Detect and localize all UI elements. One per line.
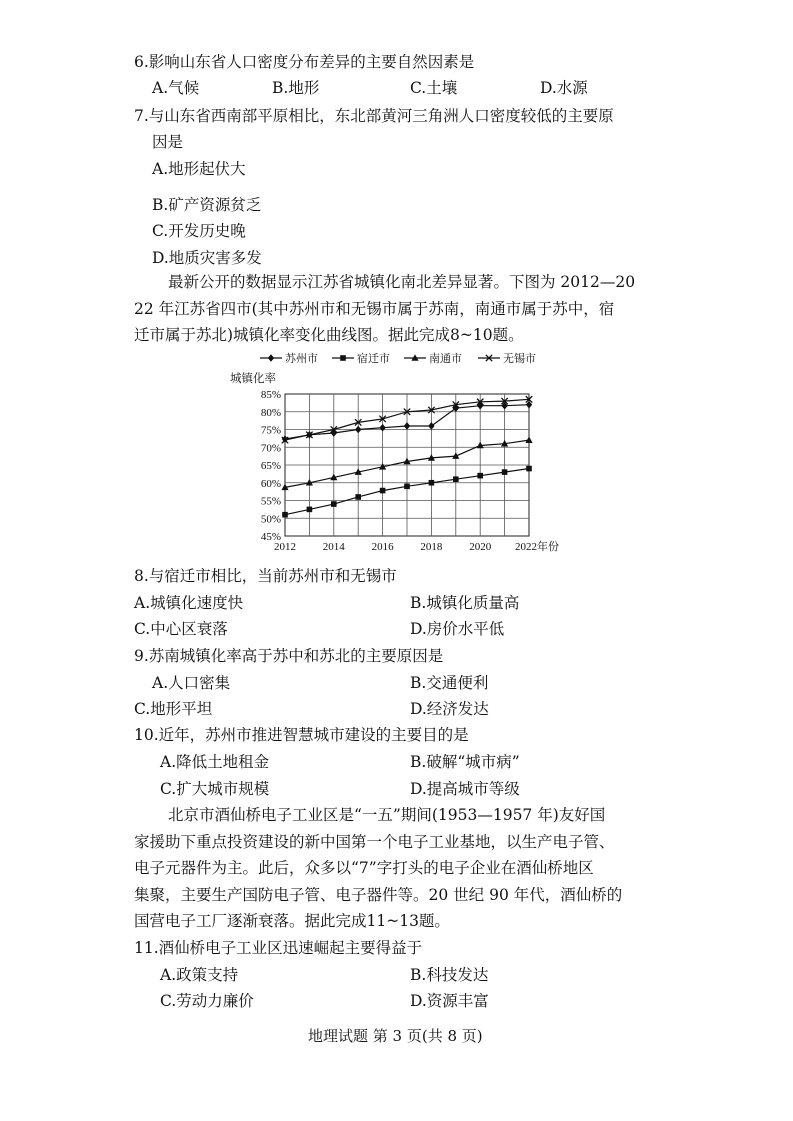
x-tick-label: 2016 (371, 541, 394, 553)
x-tick-label: 2022年份 (515, 541, 559, 553)
series-2-point (282, 512, 288, 518)
q9-option-c: C.地形平坦 (134, 700, 213, 718)
y-tick-label: 80% (260, 406, 281, 419)
y-tick-label: 60% (260, 477, 281, 490)
q11-stem: 11.酒仙桥电子工业区迅速崛起主要得益于 (134, 939, 423, 957)
series-1-point (477, 402, 483, 410)
q8-option-c: C.中心区衰落 (134, 620, 228, 638)
legend-marker (268, 354, 274, 362)
series-1-point (428, 422, 434, 430)
series-2-point (331, 501, 337, 507)
q7-stem-line1: 7.与山东省西南部平原相比，东北部黄河三角洲人口密度较低的主要原 (134, 107, 614, 125)
q11-option-d: D.资源丰富 (410, 992, 489, 1010)
q7-option-c: C.开发历史晚 (152, 222, 246, 240)
q10-stem: 10.近年，苏州市推进智慧城市建设的主要目的是 (134, 726, 469, 744)
x-tick-label: 2020 (469, 541, 492, 553)
q7-option-d: D.地质灾害多发 (152, 249, 262, 267)
q10-option-c: C.扩大城市规模 (160, 780, 270, 798)
q6-stem: 6.影响山东省人口密度分布差异的主要自然因素是 (134, 53, 475, 71)
passage2-line3: 电子元器件为主。此后，众多以“7”字打头的电子企业在酒仙桥地区 (134, 859, 594, 877)
q9-option-b: B.交通便利 (410, 674, 489, 692)
q7-option-a: A.地形起伏大 (152, 160, 246, 178)
legend-label: 南通市 (429, 353, 462, 365)
passage2-line2: 家援助下重点投资建设的新中国第一个电子工业基地，以生产电子管、 (134, 833, 615, 851)
passage1-line1: 最新公开的数据显示江苏省城镇化南北差异显著。下图为 2012—20 (168, 273, 636, 291)
series-1-point (355, 426, 361, 434)
x-tick-label: 2012 (274, 541, 296, 553)
q11-option-b: B.科技发达 (410, 966, 489, 984)
q9-stem: 9.苏南城镇化率高于苏中和苏北的主要原因是 (134, 647, 444, 665)
q11-option-c: C.劳动力廉价 (160, 992, 254, 1010)
passage2-line4: 集聚，主要生产国防电子管、电子器件等。20 世纪 90 年代，酒仙桥的 (134, 886, 623, 904)
series-1-point (379, 424, 385, 432)
legend-label: 宿迁市 (357, 353, 390, 365)
q8-option-a: A.城镇化速度快 (134, 594, 244, 612)
q10-option-d: D.提高城市等级 (410, 780, 520, 798)
q6-option-d: D.水源 (540, 79, 588, 97)
series-2-point (307, 507, 313, 513)
passage1-line3: 迁市属于苏北)城镇化率变化曲线图。据此完成8~10题。 (134, 326, 524, 344)
q11-option-a: A.政策支持 (160, 966, 239, 984)
passage2-line1: 北京市酒仙桥电子工业区是“一五”期间(1953—1957 年)友好国 (168, 806, 606, 824)
q10-option-a: A.降低土地租金 (160, 753, 270, 771)
page-footer: 地理试题 第 3 页(共 8 页) (308, 1027, 483, 1045)
series-2-point (526, 466, 532, 472)
q8-option-b: B.城镇化质量高 (410, 594, 520, 612)
y-tick-label: 55% (260, 495, 281, 508)
series-2-point (355, 494, 361, 500)
y-tick-label: 85% (260, 389, 281, 401)
legend-label: 无锡市 (503, 353, 536, 365)
y-tick-label: 65% (260, 460, 281, 472)
legend-label: 苏州市 (285, 353, 318, 365)
series-2-point (380, 488, 386, 494)
q8-stem: 8.与宿迁市相比，当前苏州市和无锡市 (134, 567, 397, 585)
series-2-point (429, 480, 435, 486)
passage2-line5: 国营电子工厂逐渐衰落。据此完成11~13题。 (134, 912, 450, 930)
q9-option-a: A.人口密集 (152, 674, 231, 692)
q9-option-d: D.经济发达 (410, 700, 489, 718)
q7-option-b: B.矿产资源贫乏 (152, 196, 262, 214)
legend-marker (340, 355, 346, 361)
passage1-line2: 22 年江苏省四市(其中苏州市和无锡市属于苏南，南通市属于苏中，宿 (134, 300, 615, 318)
x-tick-label: 2018 (420, 541, 443, 553)
series-2-point (477, 473, 483, 479)
y-tick-label: 75% (260, 424, 281, 437)
q8-option-d: D.房价水平低 (410, 620, 505, 638)
y-tick-label: 45% (260, 531, 281, 543)
series-2-point (502, 469, 508, 475)
series-2-point (453, 476, 459, 482)
q10-option-b: B.破解“城市病” (410, 753, 520, 771)
q7-stem-line2: 因是 (152, 133, 184, 151)
y-axis-title: 城镇化率 (230, 373, 276, 385)
y-tick-label: 50% (260, 513, 281, 526)
q6-option-a: A.气候 (152, 79, 200, 97)
series-1-point (404, 422, 410, 430)
y-tick-label: 70% (260, 442, 281, 455)
q6-option-b: B.地形 (272, 79, 320, 97)
x-tick-label: 2014 (322, 541, 345, 553)
series-3-point (525, 436, 532, 443)
urbanization-line-chart (222, 348, 562, 562)
series-2-point (404, 484, 410, 490)
q6-option-c: C.土壤 (410, 79, 458, 97)
